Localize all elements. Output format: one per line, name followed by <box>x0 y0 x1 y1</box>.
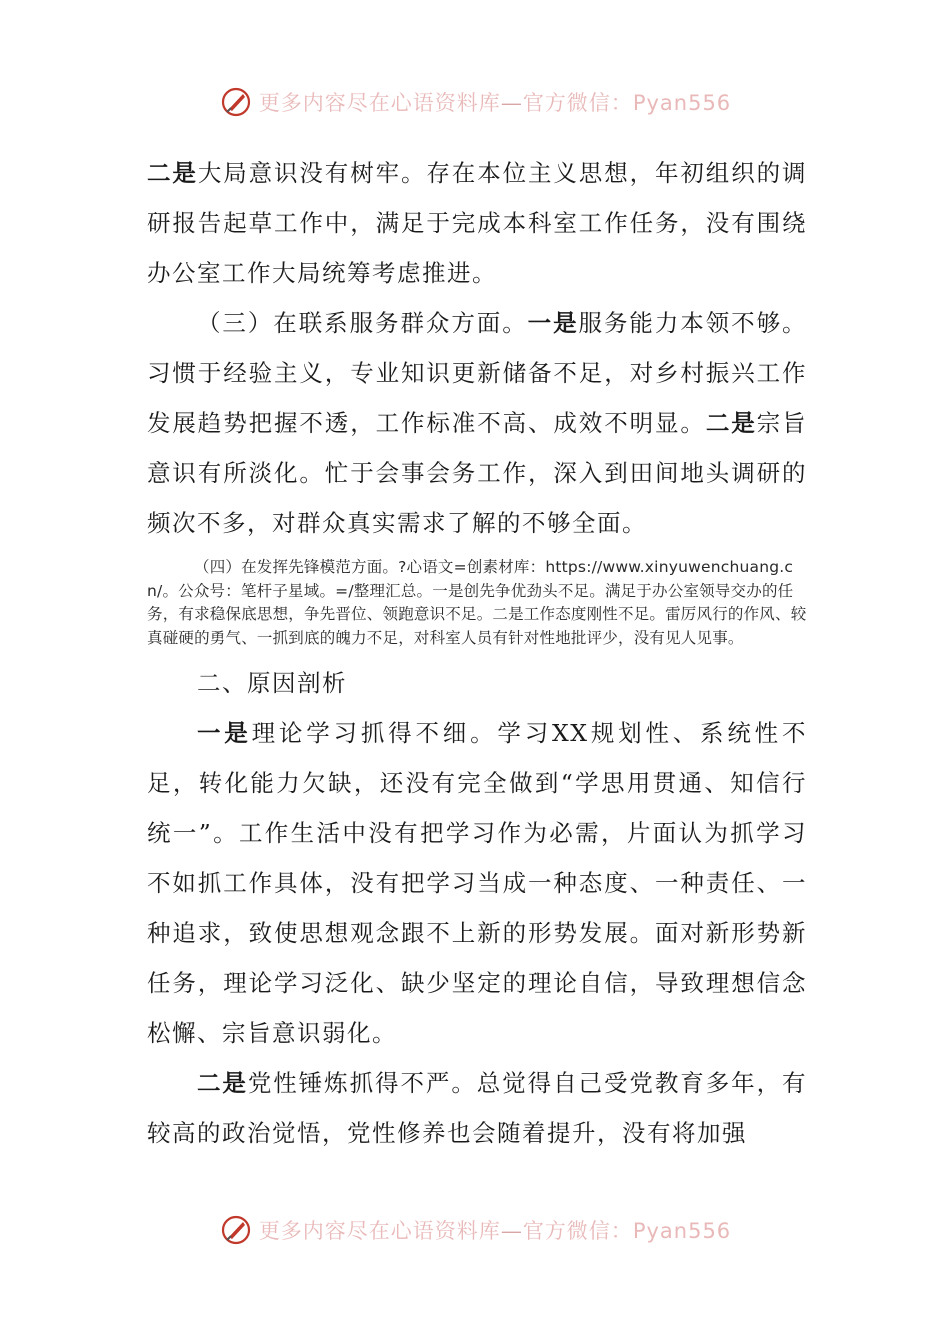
paragraph: （三）在联系服务群众方面。一是服务能力本领不够。习惯于经验主义，专业知识更新储备不足，对乡村振兴工作发展趋势把握不透，工作标准不高、成效不明显。二是宗旨意识有所淡化。忙于会事会务工作，深入到田间地头调研的频次不多，对群众真实需求了解的不够全面。 <box>147 309 808 537</box>
small-paragraph: （四）在发挥先锋模范方面。?心语文=创素材库：https://www.xinyuwenchuang.cn/。公众号：笔杆子星域。=/整理汇总。一是创先争优劲头不足。满足于办公室领导交办的任务，有求稳保底思想，争先晋位、领跑意识不足。二是工作态度刚性不足。雷厉风行的作风、较真碰硬的勇气、一抓到底的魄力不足，对科室人员有针对性地批评少，没有见人见事。 <box>147 558 807 647</box>
quill-logo-icon <box>219 85 253 119</box>
quill-logo-icon <box>219 1213 253 1247</box>
section-heading: 二、原因剖析 <box>197 669 347 697</box>
paragraph: 一是理论学习抓得不细。学习XX规划性、系统性不足，转化能力欠缺，还没有完全做到“学思用贯通、知信行统一”。工作生活中没有把学习作为必需，片面认为抓学习不如抓工作具体，没有把学习当成一种态度、一种责任、一种追求，致使思想观念跟不上新的形势发展。面对新形势新任务，理论学习泛化、缺少坚定的理论自信，导致理想信念松懈、宗旨意识弱化。 <box>147 719 807 1047</box>
banner-text: 更多内容尽在心语资料库—官方微信：Pyan556 <box>258 91 732 115</box>
footer-banner <box>0 1210 950 1250</box>
header-banner <box>0 82 950 122</box>
document-body <box>147 148 807 1158</box>
paragraph: 二是党性锤炼抓得不严。总觉得自己受党教育多年，有较高的政治觉悟，党性修养也会随着提升，没有将加强 <box>147 1069 808 1147</box>
paragraph: 二是大局意识没有树牢。存在本位主义思想，年初组织的调研报告起草工作中，满足于完成本科室工作任务，没有围绕办公室工作大局统筹考虑推进。 <box>147 159 808 287</box>
banner-text: 更多内容尽在心语资料库—官方微信：Pyan556 <box>258 1219 732 1243</box>
